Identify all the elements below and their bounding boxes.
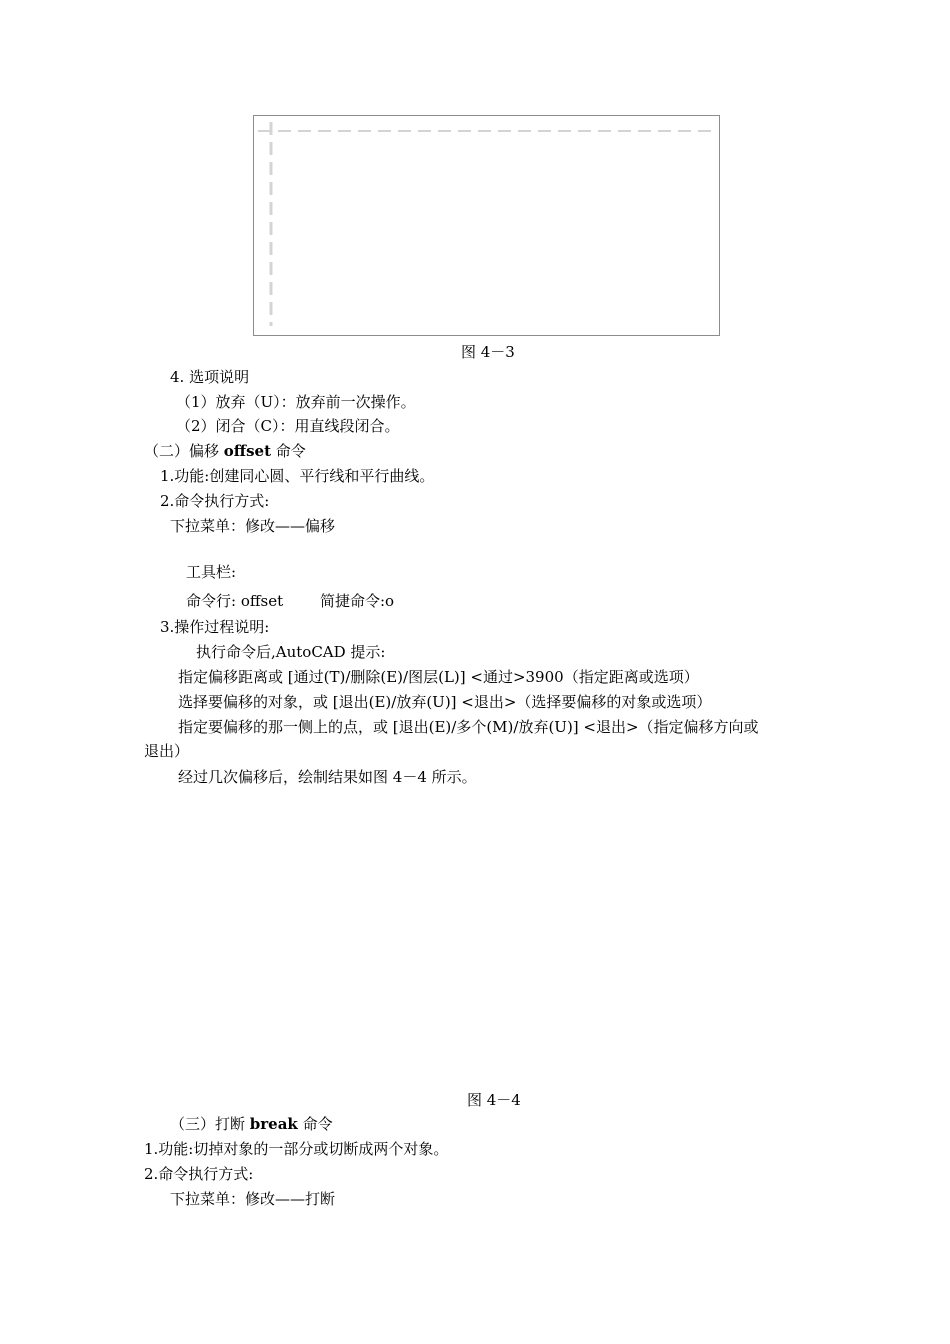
offset-prompt-distance: 指定偏移距离或 [通过(T)/删除(E)/图层(L)] <通过>3900（指定距离或选项） [178,668,699,686]
break-heading-keyword: break [249,1115,298,1133]
offset-heading-prefix: （二）偏移 [144,442,224,460]
figure-4-3-caption: 图 4－3 [461,343,515,361]
offset-prompt-side: 指定要偏移的那一侧上的点，或 [退出(E)/多个(M)/放弃(U)] <退出>（指定偏移方向或 [178,718,759,736]
break-menu: 下拉菜单：修改——打断 [170,1190,336,1208]
options-heading: 4. 选项说明 [170,368,250,386]
figure-4-3-image [253,115,720,336]
figure-4-4-caption: 图 4－4 [467,1091,521,1109]
offset-toolbar: 工具栏: [186,563,237,581]
dashed-axes-drawing [254,116,721,337]
offset-prompt-intro: 执行命令后,AutoCAD 提示: [196,643,386,661]
break-heading [170,1114,333,1134]
offset-function: 1.功能:创建同心圆、平行线和平行曲线。 [160,467,435,485]
break-exec-title: 2.命令执行方式: [144,1165,254,1183]
option-undo: （1）放弃（U）：放弃前一次操作。 [176,393,416,411]
break-heading-prefix: （三）打断 [170,1115,250,1133]
offset-heading-suffix: 命令 [271,442,306,460]
offset-shortcut: 简捷命令:o [320,592,395,610]
offset-process-title: 3.操作过程说明: [160,618,270,636]
break-function: 1.功能:切掉对象的一部分或切断成两个对象。 [144,1140,449,1158]
offset-exec-title: 2.命令执行方式: [160,492,270,510]
offset-menu: 下拉菜单：修改——偏移 [170,517,336,535]
offset-heading-keyword: offset [223,442,272,460]
offset-prompt-select: 选择要偏移的对象，或 [退出(E)/放弃(U)] <退出>（选择要偏移的对象或选项） [178,693,712,711]
offset-result: 经过几次偏移后，绘制结果如图 4－4 所示。 [178,768,477,786]
offset-cmdline: 命令行: offset [186,592,284,610]
offset-heading [144,441,306,461]
break-heading-suffix: 命令 [297,1115,333,1133]
option-close: （2）闭合（C）：用直线段闭合。 [176,417,400,435]
offset-prompt-side-cont: 退出） [144,742,190,760]
